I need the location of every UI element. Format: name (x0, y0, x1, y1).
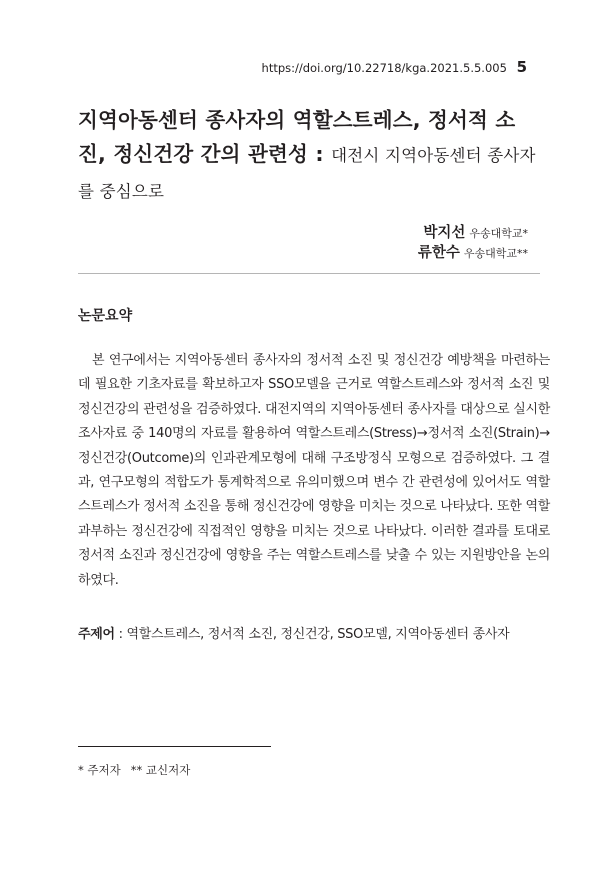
paper-title (78, 103, 538, 209)
title-separator: : (308, 142, 332, 166)
page-number: 5 (516, 58, 527, 76)
author-affiliation: 우송대학교** (463, 247, 528, 260)
author-name: 박지선 (423, 225, 466, 241)
author-affiliation: 우송대학교* (469, 227, 528, 240)
title-subtitle: 대전시 지역아동센터 종사자를 중심으로 (78, 146, 536, 201)
title-main: 지역아동센터 종사자의 역할스트레스, 정서적 소진, 정신건강 간의 관련성 (78, 108, 516, 166)
divider (78, 273, 540, 274)
author-1 (423, 221, 528, 242)
footnote (78, 762, 190, 778)
keywords-separator: : (114, 627, 127, 642)
abstract-heading: 논문요약 (78, 308, 133, 324)
author-2 (418, 241, 528, 262)
keywords-label: 주제어 (78, 627, 115, 642)
keywords (78, 623, 509, 642)
doi-link[interactable]: https://doi.org/10.22718/kga.2021.5.5.005 (261, 61, 507, 75)
keywords-list: 역할스트레스, 정서적 소진, 정신건강, SSO모델, 지역아동센터 종사자 (126, 627, 510, 642)
author-name: 류한수 (417, 245, 460, 261)
footnote-corresponding-author: ** 교신저자 (130, 763, 191, 777)
footnote-divider (78, 746, 271, 747)
abstract-body: 본 연구에서는 지역아동센터 종사자의 정서적 소진 및 정신건강 예방책을 마련하는데 필요한 기초자료를 확보하고자 SSO모델을 근거로 역할스트레스와 정서적 소진 및 정신건강의 관련성을 검증하였다. 대전지역의 지역아동센터 종사자를 대상으로 실시한 조사자료 중 140명의 자료를 활용하여 역할스트레스(Stress)→정서적 소진(Strain)→정신건강(Outcome)의 인과관계모형에 대해 구조방정식 모형으로 검증하였다. 그 결과, 연구모형의 적합도가 통계학적으로 유의미했으며 변수 간 관련성에 있어서도 역할스트레스가 정서적 소진을 통해 정신건강에 영향을 미치는 것으로 나타났다. 또한 역할과부하는 정신건강에 직접적인 영향을 미치는 것으로 나타났다. 이러한 결과를 토대로 정서적 소진과 정신건강에 영향을 주는 역할스트레스를 낮출 수 있는 지원방안을 논의하였다. (78, 353, 550, 588)
running-header (262, 58, 527, 76)
footnote-first-author: * 주저자 (78, 763, 121, 777)
